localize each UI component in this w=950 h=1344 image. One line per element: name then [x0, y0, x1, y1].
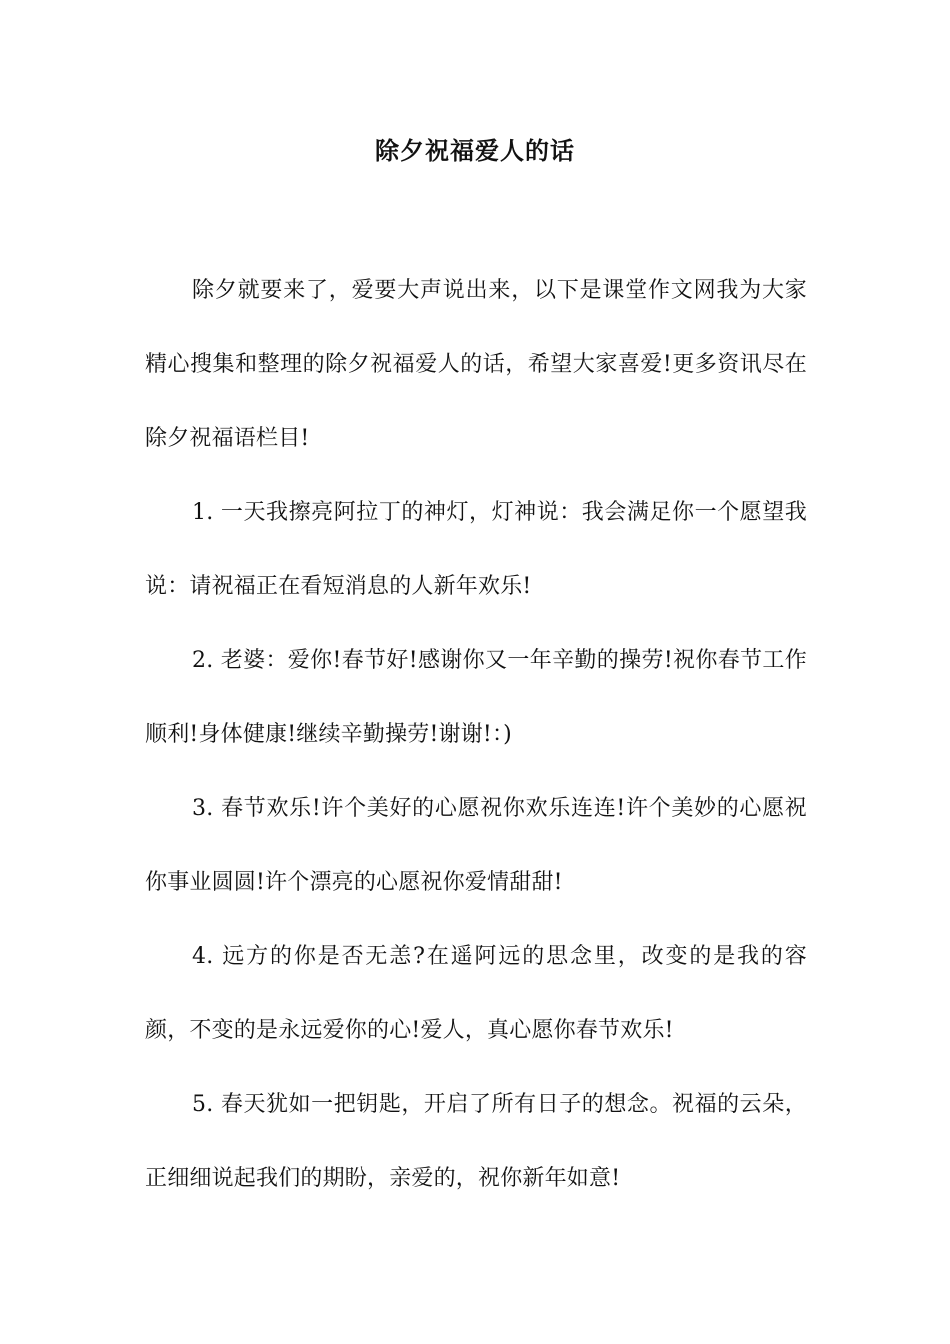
document-body [145, 254, 807, 1216]
paragraph-item-1: 1. 一天我擦亮阿拉丁的神灯，灯神说：我会满足你一个愿望我说：请祝福正在看短消息的人新年欢乐! [145, 500, 807, 599]
paragraph-intro: 除夕就要来了，爱要大声说出来，以下是课堂作文网我为大家精心搜集和整理的除夕祝福爱人的话，希望大家喜爱!更多资讯尽在除夕祝福语栏目! [145, 278, 807, 451]
paragraph-item-3: 3. 春节欢乐!许个美好的心愿祝你欢乐连连!许个美妙的心愿祝你事业圆圆!许个漂亮的心愿祝你爱情甜甜! [145, 796, 807, 895]
paragraph-item-2: 2. 老婆：爱你!春节好!感谢你又一年辛勤的操劳!祝你春节工作顺利!身体健康!继续辛勤操劳!谢谢!：) [145, 648, 807, 747]
paragraph-item-4: 4. 远方的你是否无恙?在遥阿远的思念里，改变的是我的容颜，不变的是永远爱你的心!爱人，真心愿你春节欢乐! [145, 944, 807, 1043]
paragraph-item-5: 5. 春天犹如一把钥匙，开启了所有日子的想念。祝福的云朵，正细细说起我们的期盼，亲爱的，祝你新年如意! [145, 1092, 807, 1191]
page-title: 除夕祝福爱人的话 [375, 136, 575, 165]
